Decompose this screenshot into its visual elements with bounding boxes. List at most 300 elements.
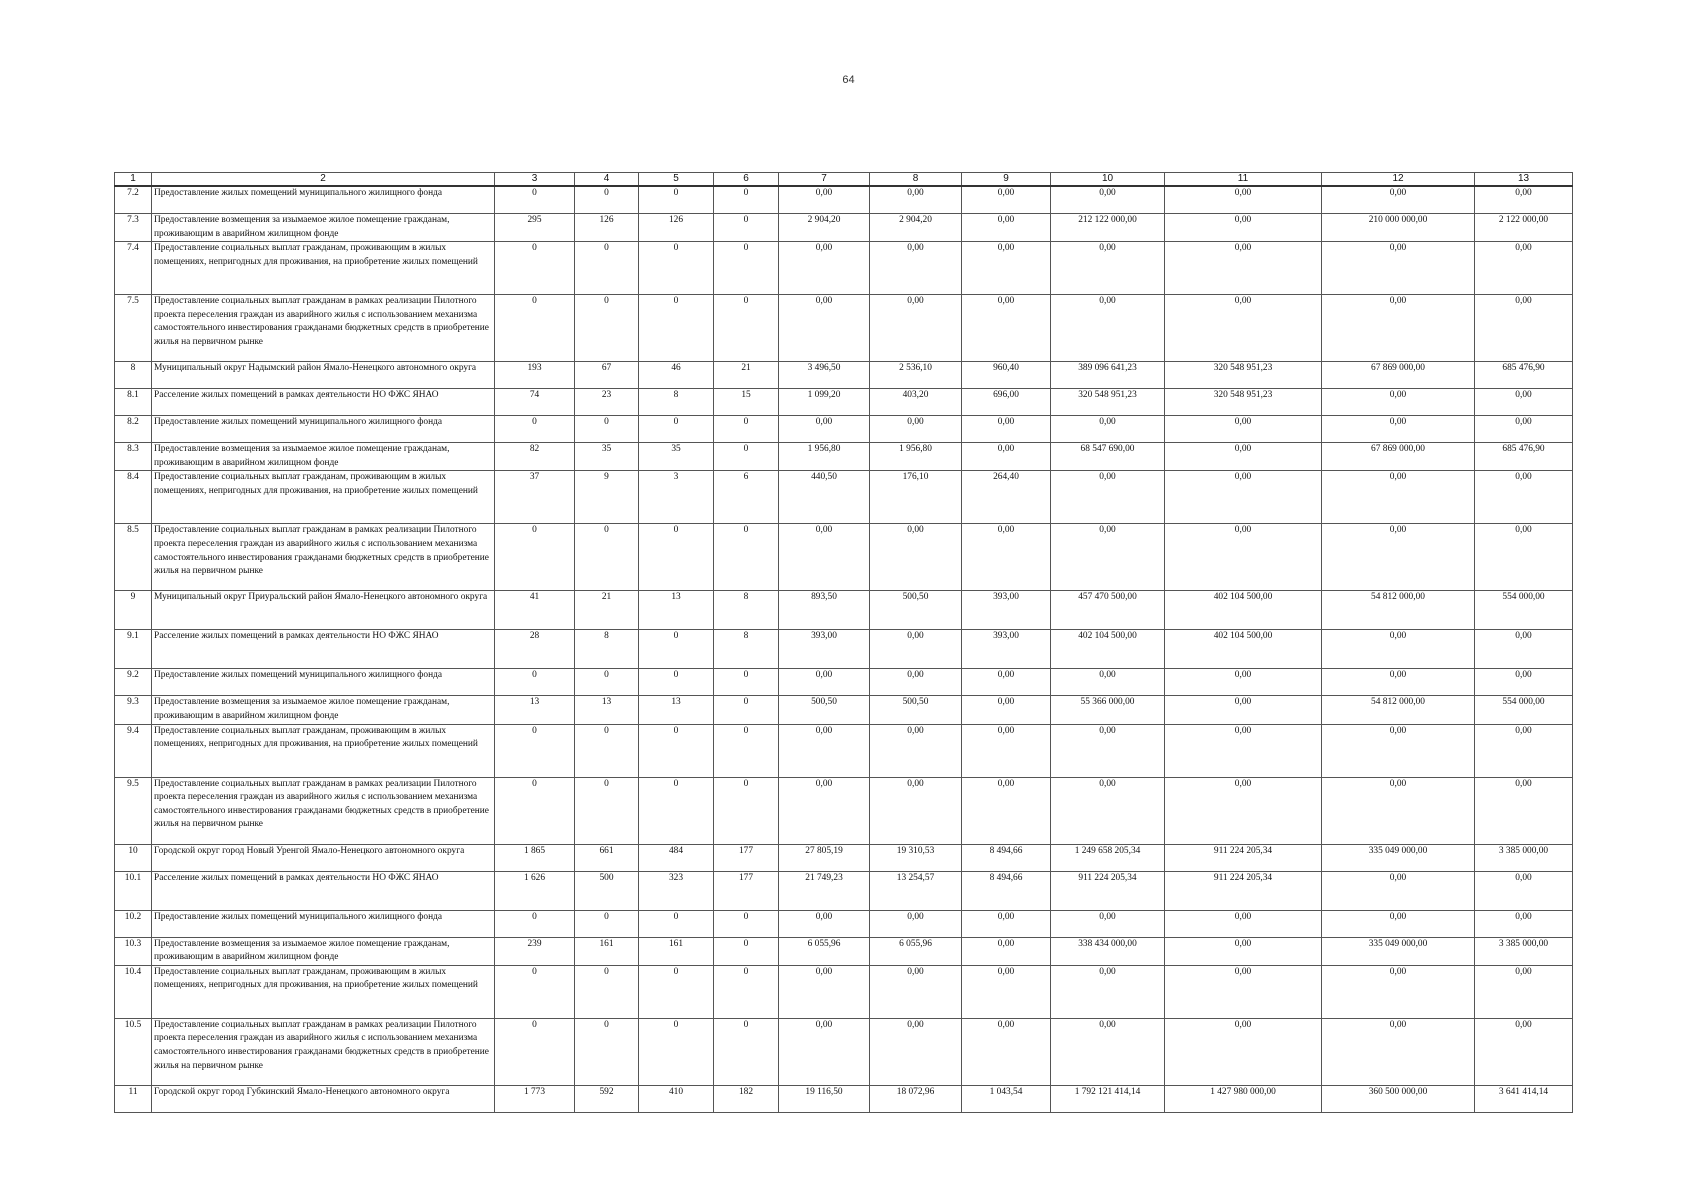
value-cell: 0 — [714, 696, 779, 724]
row-code-cell: 7.4 — [115, 242, 152, 295]
table-row — [115, 910, 1573, 937]
page-number: 64 — [842, 74, 855, 86]
row-code-cell: 9.3 — [115, 696, 152, 724]
table-row — [115, 443, 1573, 471]
value-cell: 0,00 — [779, 910, 870, 937]
value-cell: 0,00 — [1322, 186, 1475, 214]
value-cell: 21 — [714, 362, 779, 389]
value-cell: 67 — [575, 362, 639, 389]
value-cell: 8 — [714, 591, 779, 630]
value-cell: 126 — [639, 214, 714, 242]
value-cell: 68 547 690,00 — [1051, 443, 1165, 471]
value-cell: 0,00 — [1165, 965, 1322, 1018]
row-code-cell: 8 — [115, 362, 152, 389]
value-cell: 320 548 951,23 — [1051, 389, 1165, 416]
value-cell: 0,00 — [779, 777, 870, 844]
value-cell: 0,00 — [962, 937, 1051, 965]
value-cell: 0 — [495, 242, 575, 295]
value-cell: 0,00 — [962, 669, 1051, 696]
value-cell: 0,00 — [1475, 471, 1573, 524]
value-cell: 484 — [639, 844, 714, 871]
value-cell: 0 — [495, 416, 575, 443]
row-code-cell: 8.1 — [115, 389, 152, 416]
value-cell: 0,00 — [1051, 965, 1165, 1018]
value-cell: 0 — [639, 630, 714, 669]
value-cell: 1 956,80 — [779, 443, 870, 471]
value-cell: 177 — [714, 871, 779, 910]
value-cell: 0,00 — [962, 186, 1051, 214]
value-cell: 0,00 — [779, 965, 870, 1018]
value-cell: 0 — [714, 524, 779, 591]
value-cell: 0 — [575, 777, 639, 844]
row-code-cell: 11 — [115, 1085, 152, 1112]
row-code-cell: 9.4 — [115, 724, 152, 777]
value-cell: 457 470 500,00 — [1051, 591, 1165, 630]
table-row — [115, 871, 1573, 910]
table-row — [115, 844, 1573, 871]
value-cell: 239 — [495, 937, 575, 965]
value-cell: 0,00 — [1475, 524, 1573, 591]
value-cell: 402 104 500,00 — [1165, 630, 1322, 669]
value-cell: 0,00 — [1322, 910, 1475, 937]
value-cell: 0,00 — [1051, 295, 1165, 362]
value-cell: 2 904,20 — [779, 214, 870, 242]
value-cell: 35 — [575, 443, 639, 471]
value-cell: 177 — [714, 844, 779, 871]
value-cell: 0 — [714, 242, 779, 295]
value-cell: 0,00 — [870, 416, 962, 443]
value-cell: 0,00 — [870, 186, 962, 214]
value-cell: 0 — [575, 669, 639, 696]
value-cell: 0,00 — [1475, 965, 1573, 1018]
table-row — [115, 591, 1573, 630]
value-cell: 3 385 000,00 — [1475, 844, 1573, 871]
value-cell: 2 536,10 — [870, 362, 962, 389]
value-cell: 0,00 — [1322, 669, 1475, 696]
value-cell: 1 099,20 — [779, 389, 870, 416]
row-code-cell: 10.5 — [115, 1018, 152, 1085]
value-cell: 1 626 — [495, 871, 575, 910]
value-cell: 0 — [639, 669, 714, 696]
column-header: 2 — [152, 173, 495, 187]
value-cell: 320 548 951,23 — [1165, 389, 1322, 416]
value-cell: 9 — [575, 471, 639, 524]
value-cell: 0,00 — [779, 724, 870, 777]
row-name-cell: Предоставление социальных выплат гражданам в рамках реализации Пилотного проекта переселения граждан из аварийного жилья с использованием механизма самостоятельного инвестирования гражданами бюджетных средств в приобретение жилья на первичном рынке — [152, 1018, 495, 1085]
value-cell: 0 — [639, 777, 714, 844]
value-cell: 1 865 — [495, 844, 575, 871]
value-cell: 0 — [495, 524, 575, 591]
table-row — [115, 524, 1573, 591]
column-header: 9 — [962, 173, 1051, 187]
row-name-cell: Городской округ город Губкинский Ямало-Ненецкого автономного округа — [152, 1085, 495, 1112]
value-cell: 0,00 — [1051, 416, 1165, 443]
value-cell: 0,00 — [779, 295, 870, 362]
row-code-cell: 9.2 — [115, 669, 152, 696]
value-cell: 295 — [495, 214, 575, 242]
value-cell: 0 — [714, 669, 779, 696]
value-cell: 19 310,53 — [870, 844, 962, 871]
value-cell: 320 548 951,23 — [1165, 362, 1322, 389]
value-cell: 74 — [495, 389, 575, 416]
table-row — [115, 242, 1573, 295]
value-cell: 0,00 — [1475, 910, 1573, 937]
row-name-cell: Предоставление социальных выплат гражданам, проживающим в жилых помещениях, непригодных для проживания, на приобретение жилых помещений — [152, 965, 495, 1018]
value-cell: 54 812 000,00 — [1322, 591, 1475, 630]
value-cell: 0 — [575, 965, 639, 1018]
value-cell: 0,00 — [1322, 724, 1475, 777]
table-row — [115, 295, 1573, 362]
table-row — [115, 937, 1573, 965]
value-cell: 0,00 — [779, 186, 870, 214]
value-cell: 1 427 980 000,00 — [1165, 1085, 1322, 1112]
value-cell: 0 — [495, 724, 575, 777]
column-header: 6 — [714, 173, 779, 187]
value-cell: 0 — [639, 910, 714, 937]
value-cell: 0,00 — [962, 910, 1051, 937]
value-cell: 1 249 658 205,34 — [1051, 844, 1165, 871]
value-cell: 0 — [714, 186, 779, 214]
value-cell: 0,00 — [1051, 910, 1165, 937]
value-cell: 0 — [714, 443, 779, 471]
value-cell: 402 104 500,00 — [1051, 630, 1165, 669]
value-cell: 13 — [495, 696, 575, 724]
value-cell: 0,00 — [779, 524, 870, 591]
value-cell: 13 — [639, 696, 714, 724]
column-header: 5 — [639, 173, 714, 187]
value-cell: 0,00 — [1051, 242, 1165, 295]
value-cell: 500,50 — [870, 696, 962, 724]
value-cell: 0 — [495, 777, 575, 844]
value-cell: 0,00 — [1051, 724, 1165, 777]
value-cell: 500,50 — [779, 696, 870, 724]
value-cell: 661 — [575, 844, 639, 871]
value-cell: 592 — [575, 1085, 639, 1112]
value-cell: 0 — [575, 295, 639, 362]
value-cell: 67 869 000,00 — [1322, 443, 1475, 471]
value-cell: 0 — [639, 965, 714, 1018]
value-cell: 8 494,66 — [962, 871, 1051, 910]
row-name-cell: Предоставление жилых помещений муниципального жилищного фонда — [152, 186, 495, 214]
table-row — [115, 416, 1573, 443]
value-cell: 3 496,50 — [779, 362, 870, 389]
row-code-cell: 10.1 — [115, 871, 152, 910]
table-row — [115, 1018, 1573, 1085]
value-cell: 1 043,54 — [962, 1085, 1051, 1112]
row-name-cell: Муниципальный округ Приуральский район Ямало-Ненецкого автономного округа — [152, 591, 495, 630]
row-code-cell: 7.5 — [115, 295, 152, 362]
value-cell: 0,00 — [1322, 965, 1475, 1018]
value-cell: 0 — [714, 416, 779, 443]
value-cell: 0 — [639, 724, 714, 777]
value-cell: 0,00 — [870, 777, 962, 844]
value-cell: 685 476,90 — [1475, 362, 1573, 389]
row-code-cell: 10.2 — [115, 910, 152, 937]
value-cell: 0,00 — [1165, 937, 1322, 965]
value-cell: 0,00 — [962, 524, 1051, 591]
value-cell: 0 — [639, 1018, 714, 1085]
value-cell: 0,00 — [1165, 1018, 1322, 1085]
value-cell: 338 434 000,00 — [1051, 937, 1165, 965]
value-cell: 0,00 — [1051, 1018, 1165, 1085]
value-cell: 410 — [639, 1085, 714, 1112]
row-name-cell: Предоставление социальных выплат гражданам, проживающим в жилых помещениях, непригодных для проживания, на приобретение жилых помещений — [152, 724, 495, 777]
data-table — [114, 172, 1573, 1113]
value-cell: 0,00 — [1165, 669, 1322, 696]
value-cell: 0,00 — [1165, 295, 1322, 362]
row-name-cell: Предоставление социальных выплат гражданам, проживающим в жилых помещениях, непригодных для проживания, на приобретение жилых помещений — [152, 242, 495, 295]
row-code-cell: 9.5 — [115, 777, 152, 844]
value-cell: 1 773 — [495, 1085, 575, 1112]
value-cell: 0,00 — [1475, 389, 1573, 416]
value-cell: 13 254,57 — [870, 871, 962, 910]
value-cell: 0 — [639, 242, 714, 295]
value-cell: 360 500 000,00 — [1322, 1085, 1475, 1112]
value-cell: 0,00 — [779, 242, 870, 295]
value-cell: 0 — [714, 910, 779, 937]
value-cell: 0,00 — [870, 524, 962, 591]
value-cell: 41 — [495, 591, 575, 630]
value-cell: 389 096 641,23 — [1051, 362, 1165, 389]
value-cell: 440,50 — [779, 471, 870, 524]
table-row — [115, 362, 1573, 389]
row-name-cell: Предоставление возмещения за изымаемое жилое помещение гражданам, проживающим в аварийном жилищном фонде — [152, 214, 495, 242]
value-cell: 685 476,90 — [1475, 443, 1573, 471]
table-row — [115, 696, 1573, 724]
value-cell: 264,40 — [962, 471, 1051, 524]
value-cell: 0,00 — [1475, 295, 1573, 362]
table-row — [115, 214, 1573, 242]
value-cell: 0 — [575, 242, 639, 295]
value-cell: 0 — [639, 186, 714, 214]
row-name-cell: Предоставление жилых помещений муниципального жилищного фонда — [152, 910, 495, 937]
value-cell: 403,20 — [870, 389, 962, 416]
value-cell: 21 749,23 — [779, 871, 870, 910]
value-cell: 0 — [495, 910, 575, 937]
value-cell: 1 956,80 — [870, 443, 962, 471]
value-cell: 0,00 — [1475, 777, 1573, 844]
value-cell: 0,00 — [1165, 777, 1322, 844]
row-code-cell: 8.2 — [115, 416, 152, 443]
value-cell: 0,00 — [1475, 416, 1573, 443]
value-cell: 0,00 — [1165, 214, 1322, 242]
value-cell: 0,00 — [870, 242, 962, 295]
value-cell: 0,00 — [1475, 724, 1573, 777]
row-code-cell: 10 — [115, 844, 152, 871]
table-row — [115, 389, 1573, 416]
value-cell: 8 — [575, 630, 639, 669]
value-cell: 911 224 205,34 — [1051, 871, 1165, 910]
value-cell: 0 — [639, 295, 714, 362]
row-code-cell: 9.1 — [115, 630, 152, 669]
value-cell: 0 — [714, 724, 779, 777]
table-row — [115, 471, 1573, 524]
column-header: 13 — [1475, 173, 1573, 187]
value-cell: 35 — [639, 443, 714, 471]
row-code-cell: 10.3 — [115, 937, 152, 965]
column-header: 7 — [779, 173, 870, 187]
value-cell: 0,00 — [1475, 669, 1573, 696]
value-cell: 0,00 — [962, 295, 1051, 362]
value-cell: 0,00 — [1322, 777, 1475, 844]
value-cell: 28 — [495, 630, 575, 669]
value-cell: 0,00 — [1165, 724, 1322, 777]
value-cell: 500,50 — [870, 591, 962, 630]
value-cell: 13 — [575, 696, 639, 724]
row-name-cell: Предоставление социальных выплат гражданам в рамках реализации Пилотного проекта переселения граждан из аварийного жилья с использованием механизма самостоятельного инвестирования гражданами бюджетных средств в приобретение жилья на первичном рынке — [152, 295, 495, 362]
value-cell: 54 812 000,00 — [1322, 696, 1475, 724]
value-cell: 0 — [714, 937, 779, 965]
value-cell: 0 — [495, 669, 575, 696]
value-cell: 0,00 — [1322, 416, 1475, 443]
row-name-cell: Предоставление возмещения за изымаемое жилое помещение гражданам, проживающим в аварийном жилищном фонде — [152, 937, 495, 965]
value-cell: 0,00 — [870, 910, 962, 937]
value-cell: 0,00 — [1322, 1018, 1475, 1085]
value-cell: 193 — [495, 362, 575, 389]
value-cell: 0,00 — [870, 965, 962, 1018]
value-cell: 2 904,20 — [870, 214, 962, 242]
row-name-cell: Предоставление жилых помещений муниципального жилищного фонда — [152, 416, 495, 443]
value-cell: 0 — [575, 524, 639, 591]
value-cell: 0,00 — [779, 416, 870, 443]
value-cell: 554 000,00 — [1475, 696, 1573, 724]
value-cell: 3 — [639, 471, 714, 524]
value-cell: 0,00 — [1322, 630, 1475, 669]
value-cell: 0,00 — [1165, 416, 1322, 443]
value-cell: 19 116,50 — [779, 1085, 870, 1112]
value-cell: 0,00 — [1051, 186, 1165, 214]
value-cell: 1 792 121 414,14 — [1051, 1085, 1165, 1112]
value-cell: 0,00 — [962, 214, 1051, 242]
value-cell: 161 — [575, 937, 639, 965]
value-cell: 82 — [495, 443, 575, 471]
column-header: 1 — [115, 173, 152, 187]
value-cell: 210 000 000,00 — [1322, 214, 1475, 242]
value-cell: 46 — [639, 362, 714, 389]
table-body — [115, 186, 1573, 1112]
value-cell: 500 — [575, 871, 639, 910]
value-cell: 212 122 000,00 — [1051, 214, 1165, 242]
value-cell: 0,00 — [1165, 443, 1322, 471]
value-cell: 0 — [575, 416, 639, 443]
row-code-cell: 7.2 — [115, 186, 152, 214]
value-cell: 0,00 — [962, 242, 1051, 295]
row-code-cell: 10.4 — [115, 965, 152, 1018]
value-cell: 8 — [714, 630, 779, 669]
row-code-cell: 8.4 — [115, 471, 152, 524]
table-header-row — [115, 173, 1573, 187]
value-cell: 0,00 — [779, 1018, 870, 1085]
value-cell: 0 — [714, 214, 779, 242]
row-name-cell: Предоставление социальных выплат гражданам в рамках реализации Пилотного проекта переселения граждан из аварийного жилья с использованием механизма самостоятельного инвестирования гражданами бюджетных средств в приобретение жилья на первичном рынке — [152, 524, 495, 591]
row-name-cell: Предоставление возмещения за изымаемое жилое помещение гражданам, проживающим в аварийном жилищном фонде — [152, 443, 495, 471]
column-header: 3 — [495, 173, 575, 187]
row-name-cell: Расселение жилых помещений в рамках деятельности НО ФЖС ЯНАО — [152, 630, 495, 669]
value-cell: 0 — [714, 295, 779, 362]
table-row — [115, 186, 1573, 214]
value-cell: 6 — [714, 471, 779, 524]
value-cell: 0 — [575, 910, 639, 937]
table-row — [115, 965, 1573, 1018]
value-cell: 911 224 205,34 — [1165, 871, 1322, 910]
value-cell: 0,00 — [1475, 186, 1573, 214]
value-cell: 37 — [495, 471, 575, 524]
value-cell: 393,00 — [962, 630, 1051, 669]
column-header: 12 — [1322, 173, 1475, 187]
value-cell: 0,00 — [1322, 242, 1475, 295]
value-cell: 3 385 000,00 — [1475, 937, 1573, 965]
value-cell: 0,00 — [1165, 524, 1322, 591]
row-name-cell: Предоставление социальных выплат гражданам в рамках реализации Пилотного проекта переселения граждан из аварийного жилья с использованием механизма самостоятельного инвестирования гражданами бюджетных средств в приобретение жилья на первичном рынке — [152, 777, 495, 844]
value-cell: 0,00 — [962, 724, 1051, 777]
value-cell: 0,00 — [1165, 186, 1322, 214]
value-cell: 0 — [495, 1018, 575, 1085]
value-cell: 0 — [575, 1018, 639, 1085]
value-cell: 0,00 — [1051, 471, 1165, 524]
value-cell: 0,00 — [870, 1018, 962, 1085]
value-cell: 0,00 — [1165, 242, 1322, 295]
value-cell: 0,00 — [1051, 669, 1165, 696]
row-name-cell: Муниципальный округ Надымский район Ямало-Ненецкого автономного округа — [152, 362, 495, 389]
value-cell: 0 — [495, 295, 575, 362]
value-cell: 3 641 414,14 — [1475, 1085, 1573, 1112]
value-cell: 554 000,00 — [1475, 591, 1573, 630]
value-cell: 0,00 — [1475, 630, 1573, 669]
value-cell: 960,40 — [962, 362, 1051, 389]
value-cell: 23 — [575, 389, 639, 416]
row-code-cell: 9 — [115, 591, 152, 630]
table-row — [115, 1085, 1573, 1112]
value-cell: 13 — [639, 591, 714, 630]
value-cell: 0,00 — [1051, 524, 1165, 591]
value-cell: 161 — [639, 937, 714, 965]
value-cell: 0,00 — [779, 669, 870, 696]
row-name-cell: Предоставление жилых помещений муниципального жилищного фонда — [152, 669, 495, 696]
value-cell: 0,00 — [962, 416, 1051, 443]
value-cell: 402 104 500,00 — [1165, 591, 1322, 630]
value-cell: 0 — [714, 965, 779, 1018]
value-cell: 0,00 — [962, 443, 1051, 471]
value-cell: 0 — [575, 186, 639, 214]
row-name-cell: Расселение жилых помещений в рамках деятельности НО ФЖС ЯНАО — [152, 389, 495, 416]
value-cell: 0,00 — [870, 724, 962, 777]
value-cell: 0 — [495, 186, 575, 214]
value-cell: 0,00 — [1322, 471, 1475, 524]
value-cell: 8 — [639, 389, 714, 416]
value-cell: 27 805,19 — [779, 844, 870, 871]
table-row — [115, 724, 1573, 777]
value-cell: 0,00 — [1475, 871, 1573, 910]
row-code-cell: 8.3 — [115, 443, 152, 471]
table-row — [115, 777, 1573, 844]
table-row — [115, 630, 1573, 669]
value-cell: 0,00 — [962, 777, 1051, 844]
value-cell: 0,00 — [1475, 1018, 1573, 1085]
value-cell: 0,00 — [1475, 242, 1573, 295]
value-cell: 0 — [714, 1018, 779, 1085]
value-cell: 0,00 — [1165, 696, 1322, 724]
value-cell: 323 — [639, 871, 714, 910]
value-cell: 182 — [714, 1085, 779, 1112]
value-cell: 55 366 000,00 — [1051, 696, 1165, 724]
row-name-cell: Предоставление социальных выплат гражданам, проживающим в жилых помещениях, непригодных для проживания, на приобретение жилых помещений — [152, 471, 495, 524]
value-cell: 0,00 — [1165, 910, 1322, 937]
value-cell: 0,00 — [1051, 777, 1165, 844]
value-cell: 126 — [575, 214, 639, 242]
column-header: 8 — [870, 173, 962, 187]
row-name-cell: Предоставление возмещения за изымаемое жилое помещение гражданам, проживающим в аварийном жилищном фонде — [152, 696, 495, 724]
value-cell: 0,00 — [1322, 389, 1475, 416]
